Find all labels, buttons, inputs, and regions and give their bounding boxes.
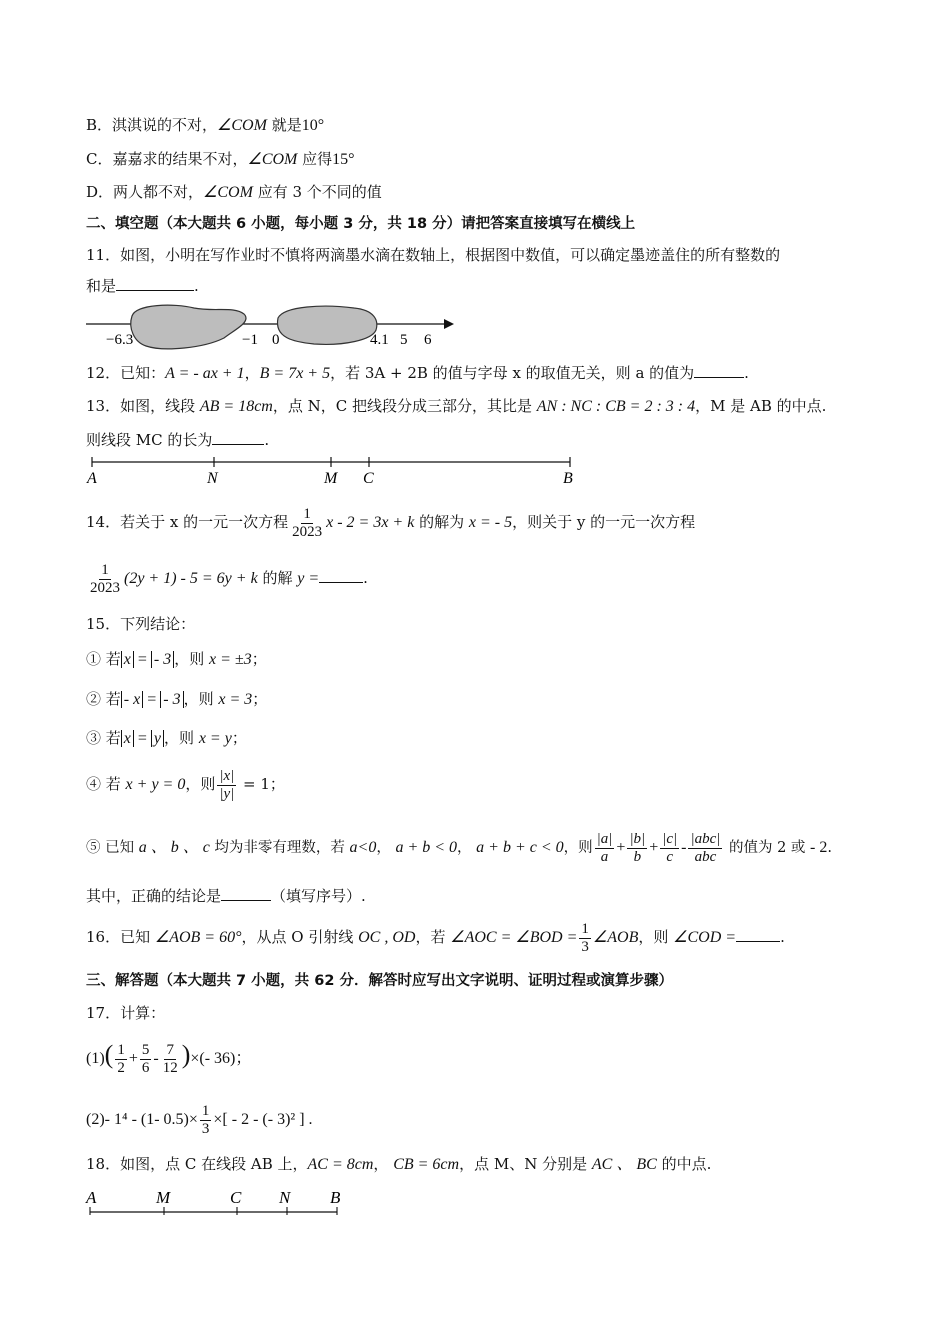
option-c-val: 15° xyxy=(332,151,355,168)
q11-text: 和是 xyxy=(86,277,117,295)
point-n-label: N xyxy=(207,470,218,487)
q11-line2 xyxy=(86,274,890,297)
option-c-text2: 应得 xyxy=(297,150,333,168)
q13-line1 xyxy=(86,395,890,418)
q15-title: 15．下列结论： xyxy=(86,615,196,633)
q16-answer-blank[interactable] xyxy=(736,925,780,942)
option-b-expr: ∠COM xyxy=(217,117,267,134)
label-4-1: 4.1 xyxy=(370,332,389,348)
q13-line2-text: 则线段 MC 的长为 xyxy=(86,431,213,449)
q13-line2 xyxy=(86,428,890,451)
label-neg6-3: −6.3 xyxy=(106,332,134,348)
section3-title: 三、解答题（本大题共 7 小题，共 62 分．解答时应写出文字说明、证明过程或演算步骤） xyxy=(86,973,673,989)
option-c xyxy=(86,148,890,171)
label-6: 6 xyxy=(424,332,432,348)
q12: 12．已知：A = - ax + 1，B = 7x + 5，若 3A + 2B 的值与字母 x 的取值无关，则 a 的值为 . xyxy=(86,361,890,385)
q12-end: . xyxy=(744,364,749,382)
q18-point-n: N xyxy=(279,1188,291,1207)
q18-point-a: A xyxy=(86,1188,97,1207)
q12-answer-blank[interactable] xyxy=(694,361,744,378)
label-0: 0 xyxy=(272,332,280,348)
q15-c4-fraction: $\frac{|x|}{|y|}$ xyxy=(219,767,235,802)
q15-c4: ④ 若 x + y = 0，则 $\frac{|x|}{|y|}$ = 1； xyxy=(86,767,285,802)
q13-segment-figure xyxy=(84,452,584,490)
q14-line2 xyxy=(86,558,890,599)
q18-point-m: M xyxy=(156,1188,171,1207)
q14-y-eq: y = xyxy=(297,570,320,587)
q17-title: 17．计算： xyxy=(86,1004,166,1022)
option-b-text2: 就是 xyxy=(266,116,302,134)
q11-line1: 11．如图，小明在写作业时不慎将两滴墨水滴在数轴上，根据图中数值，可以确定墨迹盖住的所有整数的 xyxy=(86,246,781,264)
q14-eq1: x - 2 = 3x + k xyxy=(326,514,415,531)
arrow-icon xyxy=(444,319,454,329)
label-neg1: −1 xyxy=(242,332,258,348)
option-b-val: 10° xyxy=(301,117,325,134)
q11-end: . xyxy=(194,277,199,295)
q16: 16．已知 ∠AOB = 60°，从点 O 引射线 OC , OD，若 ∠AOC = ∠BOD = $\frac{1}{3}$ ∠AOB，则 ∠COD = . xyxy=(86,920,785,955)
option-b xyxy=(86,114,890,137)
q11-number-line xyxy=(84,300,464,356)
q12-mid: ，若 3A + 2B 的值与字母 x 的取值无关，则 a 的值为 xyxy=(330,364,695,382)
option-c-expr: ∠COM xyxy=(247,151,298,168)
option-d-expr: ∠COM xyxy=(203,184,253,201)
point-c-label: C xyxy=(363,470,374,487)
q14-answer-blank[interactable] xyxy=(319,566,363,583)
q13-ratio: AN : NC : CB = 2 : 3 : 4 xyxy=(536,398,696,415)
q14-solution: x = - 5 xyxy=(468,514,513,531)
q13-answer-blank[interactable] xyxy=(212,428,264,445)
option-d xyxy=(86,181,890,204)
q18: 18．如图，点 C 在线段 AB 上，AC = 8cm， CB = 6cm，点 M、N 分别是 AC 、 BC 的中点. xyxy=(86,1155,712,1173)
q17-part1: (1)( $\frac{1}{2}$ + $\frac{5}{6}$ - $\frac{7}{12}$ )×(- 36)； xyxy=(86,1040,252,1076)
q12-text: 12．已知： xyxy=(86,364,166,382)
q15-c5: ⑤ 已知 a 、 b 、 c 均为非零有理数，若 a<0， a + b < 0， a + b + c < 0，则 $\frac{|a|}{a}$ + $\frac{|b|}{b}$ + $\frac{|c|}{c}$ - $\frac{\text{|abc|}}{\text{abc}}$ 的值为 2 或 - 2. xyxy=(86,830,832,865)
q14-eq2: (2y + 1) - 5 = 6y + k xyxy=(124,570,258,587)
q14-end: . xyxy=(363,569,368,587)
q18-point-c: C xyxy=(230,1188,242,1207)
q13-end: . xyxy=(264,431,270,449)
q15-c2: ② 若 - x = - 3 ，则 x = 3； xyxy=(86,690,268,708)
q18-point-b: B xyxy=(330,1188,341,1207)
ink-blot-left xyxy=(131,305,246,349)
option-c-text: C．嘉嘉求的结果不对， xyxy=(86,150,248,168)
point-b-label: B xyxy=(563,470,573,487)
q12-b: B = 7x + 5 xyxy=(259,365,331,382)
q13-text-b: ，点 N，C 把线段分成三部分，其比是 xyxy=(272,397,537,415)
option-b-text: B．淇淇说的不对， xyxy=(86,116,218,134)
label-5: 5 xyxy=(400,332,408,348)
q14-text-b: 的解为 xyxy=(414,513,469,531)
q13-text-a: 13．如图，线段 xyxy=(86,397,200,415)
ink-blot-right xyxy=(277,306,376,344)
q14-fraction-2: $\frac{1}{2023}$ xyxy=(90,561,120,596)
q15-c1: ① 若 x = - 3 ，则 x = ±3； xyxy=(86,650,267,668)
q14-fraction: $\frac{1}{2023}$ xyxy=(292,505,323,540)
q12-a: A = - ax + 1 xyxy=(165,365,245,382)
option-d-text: D．两人都不对， xyxy=(86,183,204,201)
q14-text-a: 14．若关于 x 的一元一次方程 xyxy=(86,513,289,531)
q13-ab: AB = 18cm xyxy=(199,398,273,415)
q15-conclusion: 其中，正确的结论是 （填写序号）. xyxy=(86,884,890,907)
q14-text-d: 的解 xyxy=(257,569,298,587)
q18-segment-figure xyxy=(84,1185,364,1219)
q14-text-c: ，则关于 y 的一元一次方程 xyxy=(512,513,696,531)
point-m-label: M xyxy=(324,470,338,487)
q15-c3: ③ 若 x = y ，则 x = y； xyxy=(86,729,247,747)
q13-text-c: ，M 是 AB 的中点. xyxy=(695,397,827,415)
section2-title: 二、填空题（本大题共 6 小题，每小题 3 分，共 18 分）请把答案直接填写在横线上 xyxy=(86,216,636,232)
option-d-text2: 应有 3 个不同的值 xyxy=(252,183,382,201)
q14-line1 xyxy=(86,502,890,543)
point-a-label: A xyxy=(87,470,97,487)
q11-answer-blank[interactable] xyxy=(116,274,194,291)
q15-answer-blank[interactable] xyxy=(221,884,271,901)
q17-part2: (2)- 1⁴ - (1- 0.5)× $\frac{1}{3}$ ×[ - 2 - (- 3)² ] . xyxy=(86,1102,313,1137)
